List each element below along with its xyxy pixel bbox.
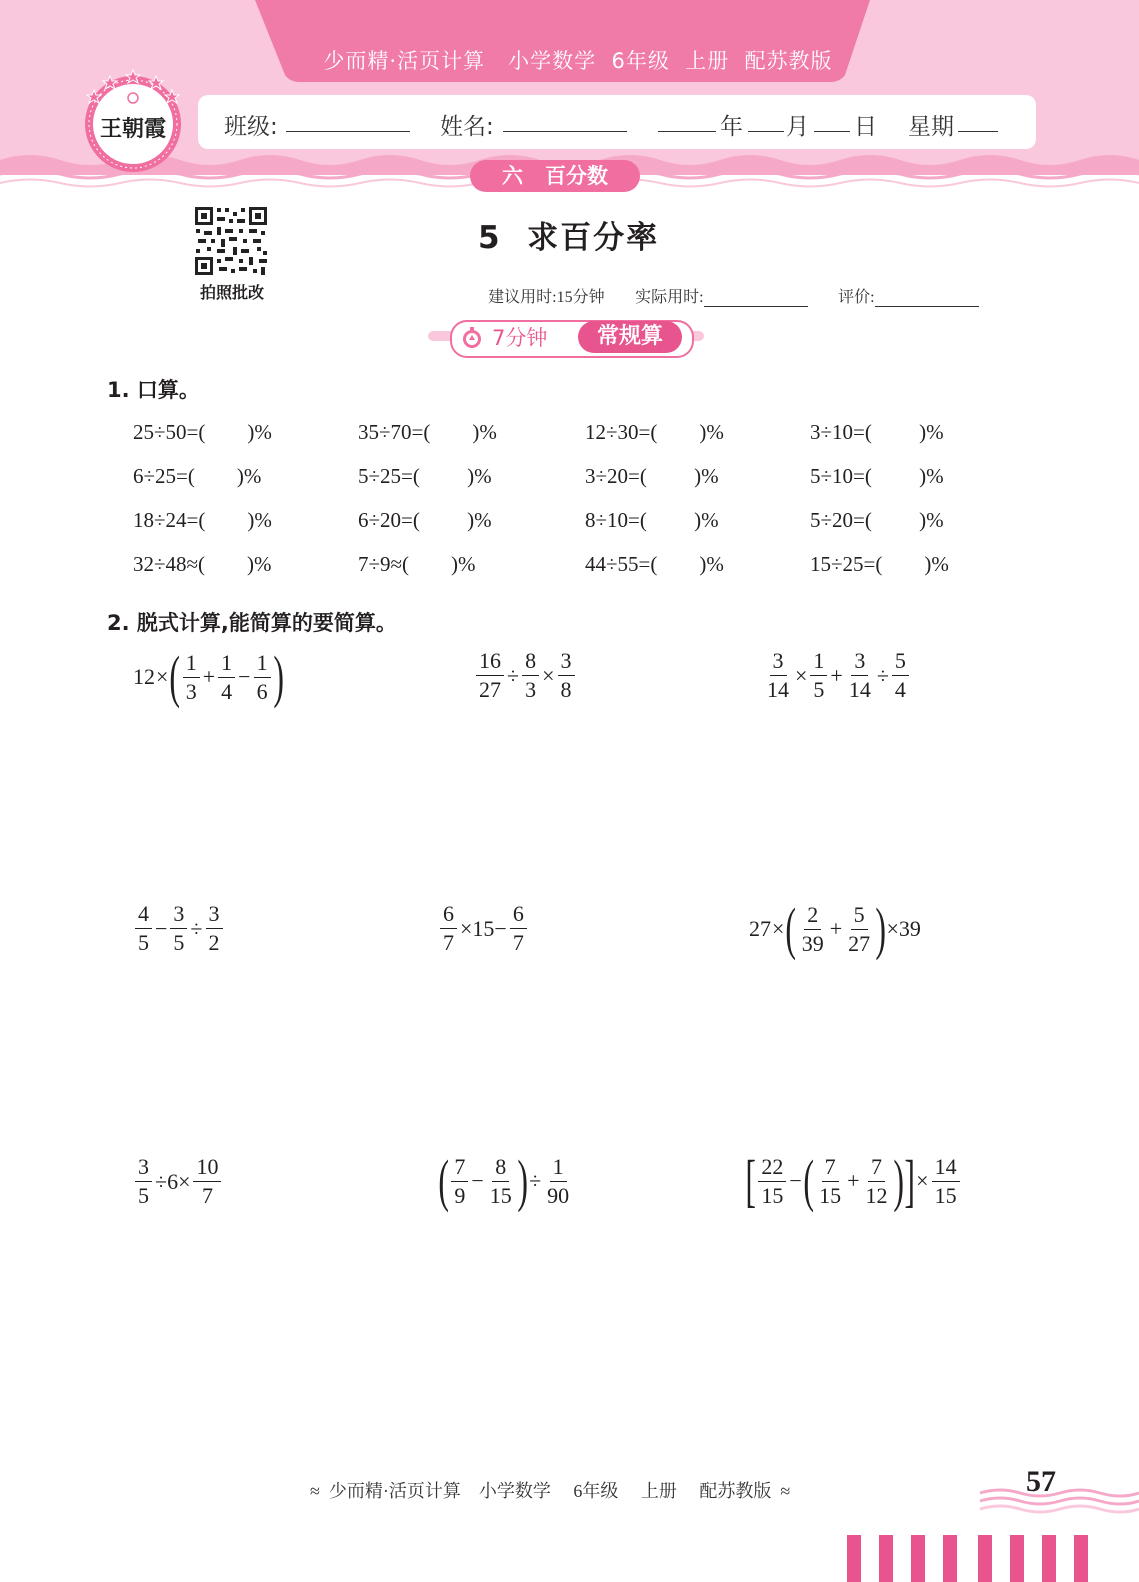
student-info-bar	[198, 95, 1036, 149]
day-label: 日	[854, 114, 877, 140]
left-bracket: [	[745, 1148, 756, 1213]
fraction: $\frac{8}{15}$	[489, 1153, 512, 1208]
time-line	[478, 265, 979, 307]
e3-op: +	[830, 662, 843, 688]
rating-label: 评价:	[838, 289, 875, 306]
expression-4	[133, 903, 225, 954]
expression-8	[438, 1148, 574, 1213]
e8-op: −	[471, 1168, 484, 1193]
timer-tag: 常规算	[578, 321, 682, 353]
name-label: 姓名:	[440, 114, 494, 140]
left-paren: (	[438, 1148, 449, 1213]
fraction: $\frac{4}{5}$	[135, 903, 152, 954]
expression-7	[133, 1156, 223, 1207]
oral-item-3-1: 18÷24=( )%	[133, 508, 272, 532]
e1-op: +	[202, 664, 216, 689]
year-label: 年	[720, 114, 743, 140]
left-paren: (	[785, 896, 797, 961]
fraction: $\frac{1}{3}$	[183, 652, 200, 703]
e3-op: ×	[795, 662, 808, 688]
name-field[interactable]	[503, 107, 627, 132]
oral-item-1-3: 12÷30=( )%	[585, 420, 724, 444]
fraction: $\frac{8}{3}$	[522, 650, 539, 701]
fraction: $\frac{22}{15}$	[758, 1156, 786, 1207]
e5-op: ×15−	[460, 915, 507, 941]
expression-5	[438, 903, 529, 954]
oral-item-4-1: 32÷48≈( )%	[133, 552, 272, 576]
e6-tail: ×39	[886, 916, 921, 941]
footer-text: ≈ 少而精·活页计算 小学数学 6年级 上册 配苏教版 ≈	[310, 1481, 791, 1501]
right-paren: )	[272, 644, 284, 709]
q1-title: 1. 口算。	[107, 378, 200, 402]
fraction: $\frac{1}{90}$	[547, 1153, 570, 1208]
logo-text: 王朝霞	[99, 116, 167, 142]
rating-field[interactable]	[875, 288, 979, 307]
fraction: $\frac{3}{2}$	[206, 903, 223, 954]
fraction: $\frac{6}{7}$	[510, 903, 527, 954]
footer-stripes	[845, 1535, 985, 1582]
class-label: 班级:	[224, 114, 278, 140]
series-banner: 少而精·活页计算 小学数学 6年级 上册 配苏教版	[323, 49, 833, 73]
e8-op: ÷	[529, 1168, 542, 1193]
expression-9	[745, 1148, 962, 1213]
timer-label: 7分钟	[492, 326, 548, 350]
oral-item-3-3: 8÷10=( )%	[585, 508, 719, 532]
page-number: 57	[1026, 1465, 1056, 1498]
expression-3	[762, 650, 911, 701]
oral-item-1-2: 35÷70=( )%	[358, 420, 497, 444]
actual-time-field[interactable]	[704, 288, 808, 307]
qr-code[interactable]	[193, 205, 269, 277]
e9-op: +	[847, 1168, 860, 1193]
e7-op: ÷6×	[155, 1168, 191, 1194]
lesson-title: 5 求百分率	[478, 220, 660, 256]
suggested-time: 建议用时:15分钟	[488, 289, 605, 306]
left-paren: (	[169, 644, 181, 709]
e4-op: −	[155, 915, 168, 941]
e9-op: ×	[916, 1168, 929, 1193]
fraction: $\frac{6}{7}$	[440, 903, 457, 954]
e1-op: −	[238, 664, 251, 689]
oral-item-2-1: 6÷25=( )%	[133, 464, 262, 488]
actual-time-label: 实际用时:	[635, 289, 704, 306]
oral-item-2-4: 5÷10=( )%	[810, 464, 944, 488]
oral-item-1-4: 3÷10=( )%	[810, 420, 944, 444]
fraction: $\frac{5}{4}$	[892, 650, 909, 701]
fraction: $\frac{1}{6}$	[254, 652, 271, 703]
fraction: $\frac{2}{39}$	[801, 901, 824, 956]
fraction: $\frac{16}{27}$	[476, 650, 504, 701]
q2-title: 2. 脱式计算,能简算的要简算。	[107, 611, 397, 635]
oral-item-4-3: 44÷55=( )%	[585, 552, 724, 576]
expression-2	[474, 650, 577, 701]
fraction: $\frac{7}{12}$	[865, 1153, 888, 1208]
oral-item-2-2: 5÷25=( )%	[358, 464, 492, 488]
oral-item-4-4: 15÷25=( )%	[810, 552, 949, 576]
fraction: $\frac{3}{8}$	[558, 650, 575, 701]
e4-op: ÷	[190, 915, 203, 941]
fraction: $\frac{3}{5}$	[170, 903, 187, 954]
day-field[interactable]	[814, 107, 850, 132]
year-field[interactable]	[658, 107, 716, 132]
fraction: $\frac{14}{15}$	[932, 1156, 960, 1207]
expression-1	[133, 644, 284, 709]
e6-op: +	[829, 916, 843, 941]
publisher-logo	[80, 68, 186, 174]
weekday-label: 星期	[908, 114, 954, 140]
e9-op: −	[789, 1168, 802, 1193]
oral-item-3-2: 6÷20=( )%	[358, 508, 492, 532]
fraction: $\frac{3}{14}$	[848, 648, 871, 702]
e6-op: ×	[772, 916, 785, 941]
fraction: $\frac{1}{5}$	[810, 650, 827, 701]
fraction: $\frac{10}{7}$	[193, 1156, 221, 1207]
fraction: $\frac{1}{4}$	[218, 652, 235, 703]
right-paren: )	[892, 1148, 904, 1213]
oral-item-4-2: 7÷9≈( )%	[358, 552, 476, 576]
chapter-badge: 六 百分数	[470, 160, 640, 192]
right-paren: )	[517, 1148, 528, 1213]
month-field[interactable]	[748, 107, 784, 132]
e1-integer: 12	[133, 664, 155, 689]
stopwatch-icon	[460, 326, 484, 350]
e2-op: ×	[542, 662, 555, 688]
e6-integer: 27	[749, 916, 771, 941]
expression-6	[749, 896, 921, 961]
fraction: $\frac{3}{5}$	[135, 1156, 152, 1207]
weekday-field[interactable]	[958, 107, 998, 132]
right-bracket: ]	[904, 1148, 915, 1213]
fraction: $\frac{3}{14}$	[767, 648, 789, 702]
fraction: $\frac{5}{27}$	[848, 901, 871, 956]
month-label: 月	[786, 114, 809, 140]
oral-item-3-4: 5÷20=( )%	[810, 508, 944, 532]
e2-op: ÷	[507, 662, 520, 688]
fraction: $\frac{7}{15}$	[819, 1153, 842, 1208]
qr-caption: 拍照批改	[199, 283, 264, 302]
oral-item-2-3: 3÷20=( )%	[585, 464, 719, 488]
oral-item-1-1: 25÷50=( )%	[133, 420, 272, 444]
class-field[interactable]	[286, 107, 410, 132]
e1-op: ×	[156, 664, 169, 689]
e3-op: ÷	[876, 662, 889, 688]
right-paren: )	[875, 896, 887, 961]
fraction: $\frac{7}{9}$	[451, 1156, 468, 1207]
left-paren: (	[803, 1148, 814, 1213]
